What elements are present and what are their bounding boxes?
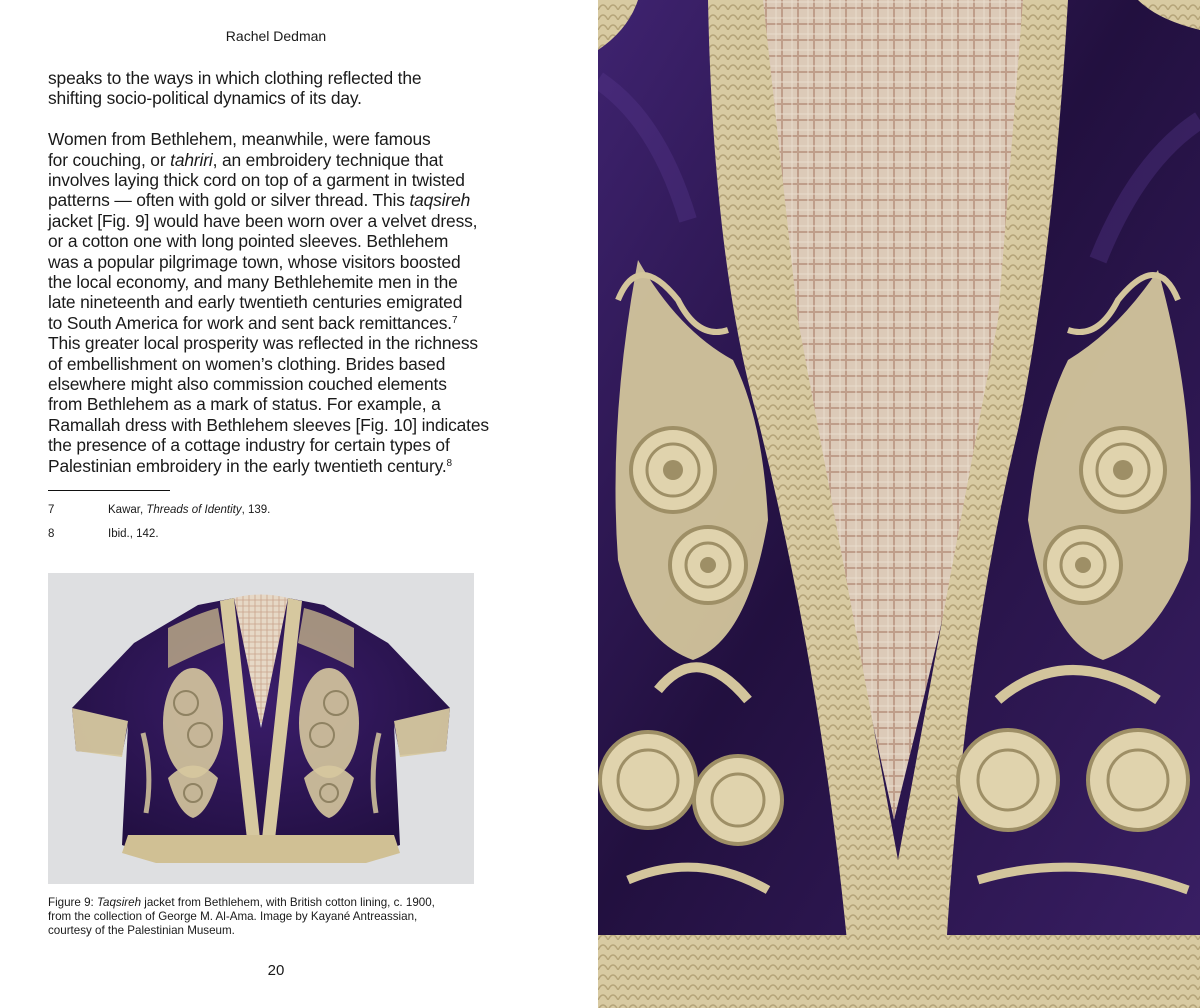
text-line: shifting socio-political dynamics of its day. [48,88,362,109]
jacket-illustration [48,573,474,884]
footnote-marker[interactable]: 8 [446,457,452,469]
caption-line: from the collection of George M. Al-Ama. Image by Kayané Antreassian, [48,910,418,923]
footnote-author: Ibid., 142. [108,528,159,540]
text-line: Women from Bethlehem, meanwhile, were famous [48,129,431,150]
footnote-marker[interactable]: 7 [451,314,458,326]
text-line: jacket [Fig. 9] would have been worn over a velvet dress, [48,210,478,231]
text-line: the presence of a cottage industry for certain types of [48,435,450,456]
footnote-number: 7 [48,504,55,516]
figure-caption [48,896,488,938]
caption-line: jacket from Bethlehem, with British cotton lining, c. 1900, [141,896,435,909]
figure-9-jacket-photo [48,573,474,884]
right-page-jacket-closeup [598,0,1200,1008]
text-line: of embellishment on women’s clothing. Brides based [48,353,446,374]
text-line: patterns — often with gold or silver thread. This [48,190,410,211]
caption-prefix: Figure 9: [48,896,97,909]
footnote-title: Threads of Identity [146,504,242,516]
italic-term: tahriri [170,149,213,170]
text-line: the local economy, and many Bethlehemite men in the [48,272,458,293]
text-line: from Bethlehem as a mark of status. For example, a [48,394,441,415]
text-line: late nineteenth and early twentieth centuries emigrated [48,292,463,313]
footnote-author: Kawar, [108,504,147,516]
text-line: Palestinian embroidery in the early twentieth century. [48,455,447,476]
text-line: This greater local prosperity was reflected in the richness [48,333,478,354]
left-page [0,0,598,1008]
text-line: or a cotton one with long pointed sleeves. Bethlehem [48,231,449,252]
text-line: to South America for work and sent back remittances. [48,312,452,333]
paragraph-1 [48,68,528,109]
caption-line: courtesy of the Palestinian Museum. [48,924,235,937]
paragraph-2 [48,129,528,476]
italic-term: taqsireh [409,190,471,211]
footnote-text [108,503,270,517]
page-number: 20 [267,962,285,979]
text-line: Ramallah dress with Bethlehem sleeves [Fig. 10] indicates [48,414,489,435]
text-line: involves laying thick cord on top of a garment in twisted [48,170,465,191]
embroidery-closeup-photo [598,0,1200,1008]
body-text [48,68,528,476]
footnote-number: 8 [48,528,55,540]
text-line: speaks to the ways in which clothing reflected the [48,68,422,88]
running-head: Rachel Dedman [225,28,327,44]
text-line: elsewhere might also commission couched elements [48,374,447,395]
caption-italic: Taqsireh [96,896,142,909]
text-line: , an embroidery technique that [212,149,444,170]
text-line: was a popular pilgrimage town, whose visitors boosted [48,251,461,272]
footnote-page: , 139. [241,504,271,516]
footnote-text [108,527,159,541]
footnote-divider [48,490,170,491]
text-line: for couching, or [48,149,171,170]
